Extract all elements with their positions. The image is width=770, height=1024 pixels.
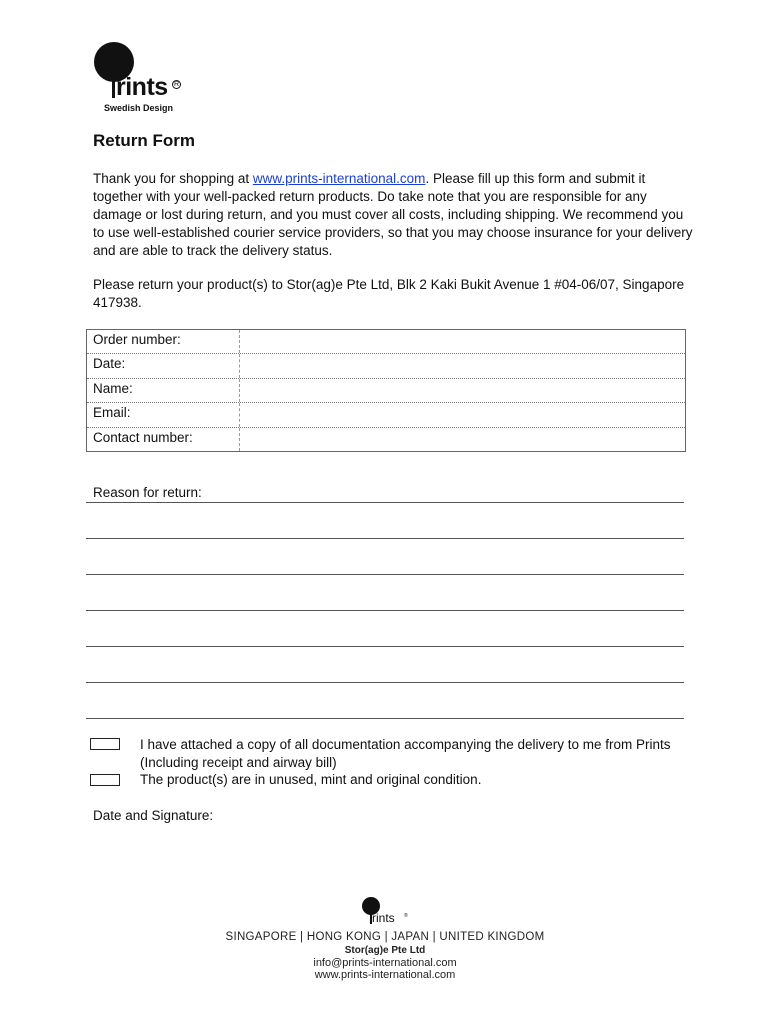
date-field[interactable] — [239, 354, 685, 377]
registered-mark: R — [173, 81, 180, 88]
name-field[interactable] — [239, 379, 685, 402]
footer-company: Stor(ag)e Pte Ltd — [344, 945, 426, 956]
field-row-contact-number — [87, 428, 685, 451]
condition-checkbox[interactable] — [90, 774, 120, 786]
email-field[interactable] — [239, 403, 685, 426]
logo-tagline: Swedish Design — [104, 103, 174, 113]
reason-line[interactable] — [86, 538, 684, 539]
reason-line[interactable] — [86, 682, 684, 683]
customer-info-table — [86, 329, 686, 452]
intro-paragraph: Thank you for shopping at www.prints-international.com. Please fill up this form and submit it together with your well-packed return products. Do take note that you are responsible for any damage or lost during return, and you must cover all costs, including shipping. We recommend you to use well-established courier service providers, so that you may choose insurance for your delivery and are able to track the delivery status. — [93, 171, 693, 258]
reason-line[interactable] — [86, 574, 684, 575]
reason-line[interactable] — [86, 718, 684, 719]
field-label: Email: — [93, 405, 131, 421]
footer-website[interactable]: www.prints-international.com — [314, 969, 456, 981]
documentation-checkbox[interactable] — [90, 738, 120, 750]
footer-countries: SINGAPORE | HONG KONG | JAPAN | UNITED KINGDOM — [225, 931, 545, 943]
field-label: Date: — [93, 356, 126, 372]
page-title: Return Form — [93, 131, 195, 150]
reason-line[interactable] — [86, 646, 684, 647]
logo-wordmark: rints — [116, 73, 168, 101]
field-label: Contact number: — [93, 429, 193, 445]
prints-logo — [92, 42, 192, 116]
field-row-email — [87, 403, 685, 427]
documentation-checkbox-label: I have attached a copy of all documentation accompanying the delivery to me from Prints (Including receipt and airway bill) — [140, 737, 671, 770]
reason-line[interactable] — [86, 502, 684, 503]
footer-logo — [361, 897, 411, 927]
signature-label: Date and Signature: — [93, 808, 214, 823]
order-number-field[interactable] — [239, 330, 685, 353]
field-label: Order number: — [93, 332, 181, 347]
field-row-date — [87, 354, 685, 378]
reason-label: Reason for return: — [93, 485, 202, 500]
field-row-name — [87, 379, 685, 403]
field-row-order-number — [87, 330, 685, 354]
return-address: Please return your product(s) to Stor(ag)e Pte Ltd, Blk 2 Kaki Bukit Avenue 1 #04-06/07, Singapore 417938. — [93, 277, 685, 310]
website-link[interactable]: www.prints-international.com — [252, 171, 426, 186]
field-label: Name: — [93, 380, 133, 396]
footer-logo-wordmark: rints — [372, 911, 395, 925]
condition-checkbox-label: The product(s) are in unused, mint and original condition. — [140, 772, 482, 787]
contact-number-field[interactable] — [239, 428, 685, 451]
reason-line[interactable] — [86, 610, 684, 611]
footer-registered-mark: ® — [404, 913, 408, 919]
footer-email[interactable]: info@prints-international.com — [313, 957, 457, 969]
